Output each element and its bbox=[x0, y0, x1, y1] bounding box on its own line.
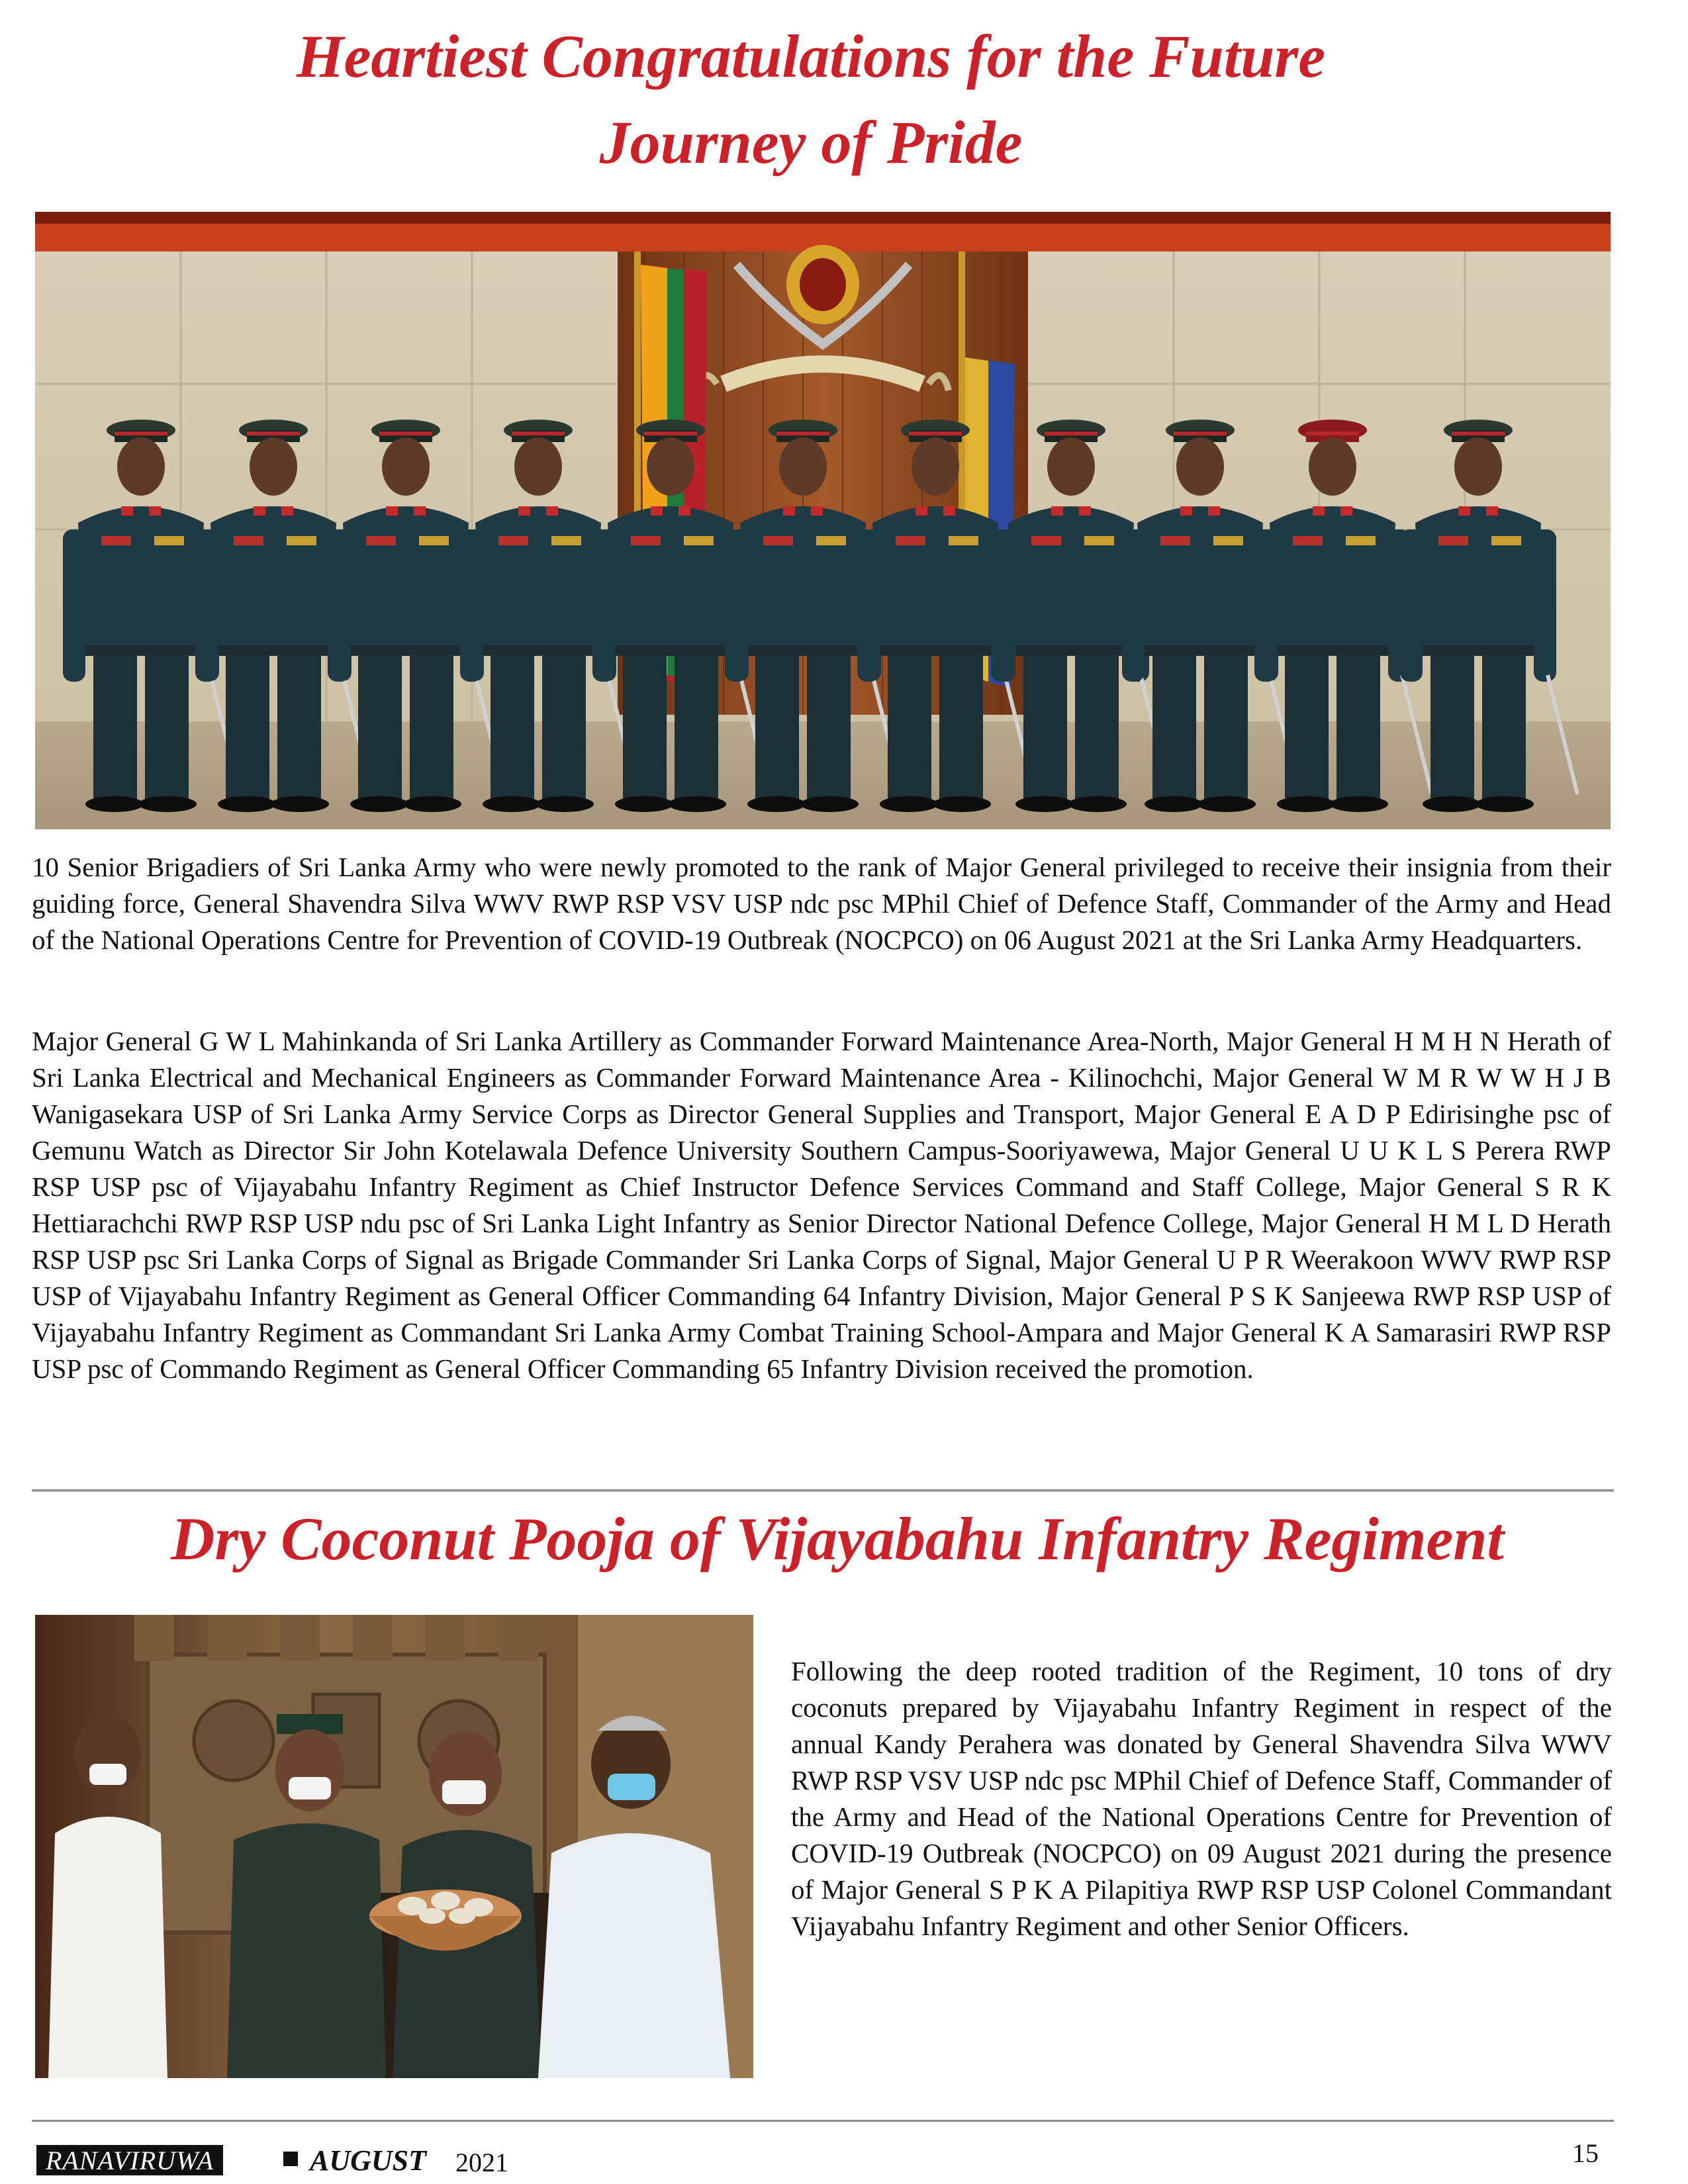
footer-divider bbox=[32, 2120, 1614, 2122]
promotion-paragraph-1: 10 Senior Brigadiers of Sri Lanka Army who were newly promoted to the rank of Major General privileged to receive their insignia from their guiding force, General Shavendra Silva WWV RWP RSP VSV USP ndc psc MPhil Chief of Defence Staff, Commander of the Army and Head of the National Operations Centre for Prevention of COVID-19 Outbreak (NOCPCO) on 06 August 2021 at the Sri Lanka Army Headquarters. bbox=[32, 852, 1611, 955]
officers-group-photo bbox=[35, 212, 1611, 829]
footer-year: 2021 bbox=[455, 2148, 508, 2177]
footer-bullet bbox=[283, 2152, 298, 2166]
page-number: 15 bbox=[1572, 2138, 1599, 2168]
section1-title-line2: Journey of Pride bbox=[599, 109, 1023, 176]
coconut-pooja-photo bbox=[35, 1615, 753, 2078]
section-divider bbox=[32, 1489, 1614, 1492]
section1-title-line1: Heartiest Congratulations for the Future bbox=[296, 23, 1326, 90]
footer-month: AUGUST bbox=[310, 2144, 427, 2177]
footer-brand-label: RANAVIRUWA bbox=[36, 2145, 223, 2175]
coconut-pooja-paragraph: Following the deep rooted tradition of the Regiment, 10 tons of dry coconuts prepared by Vijayabahu Infantry Regiment in respect of the annual Kandy Perahera was donated by General Shavendra Silva WWV RWP RSP VSV USP ndc psc MPhil Chief of Defence Staff, Commander of the Army and Head of the National Operations Centre for Prevention of COVID-19 Outbreak (NOCPCO) on 09 August 2021 during the presence of Major General S P K A Pilapitiya RWP RSP USP Colonel Commandant Vijayabahu Infantry Regiment and other Senior Officers. bbox=[791, 1656, 1612, 1941]
promotion-paragraph-2: Major General G W L Mahinkanda of Sri Lanka Artillery as Commander Forward Maintenance Area-North, Major General H M H N Herath of Sri Lanka Electrical and Mechanical Engineers as Commander Forward Maintenance Area - Kilinochchi, Major General W M R W W H J B Wanigasekara USP of Sri Lanka Army Service Corps as Director General Supplies and Transport, Major General E A D P Edirisinghe psc of Gemunu Watch as Director Sir John Kotelawala Defence University Southern Campus-Sooriyawewa, Major General U U K L S Perera RWP RSP USP psc of Vijayabahu Infantry Regiment as Chief Instructor Defence Services Command and Staff College, Major General S R K Hettiarachchi RWP RSP USP ndu psc of Sri Lanka Light Infantry as Senior Director National Defence College, Major General H M L D Herath RSP USP psc Sri Lanka Corps of Signal as Brigade Commander Sri Lanka Corps of Signal, Major General U P R Weerakoon WWV RWP RSP USP of Vijayabahu Infantry Regiment as General Officer Commanding 64 Infantry Division, Major General P S K Sanjeewa RWP RSP USP of Vijayabahu Infantry Regiment as Commandant Sri Lanka Army Combat Training School-Ampara and Major General K A Samarasiri RWP RSP USP psc of Commando Regiment as General Officer Commanding 65 Infantry Division received the promotion. bbox=[32, 1026, 1611, 1384]
section2-title: Dry Coconut Pooja of Vijayabahu Infantry Regiment bbox=[171, 1505, 1504, 1572]
